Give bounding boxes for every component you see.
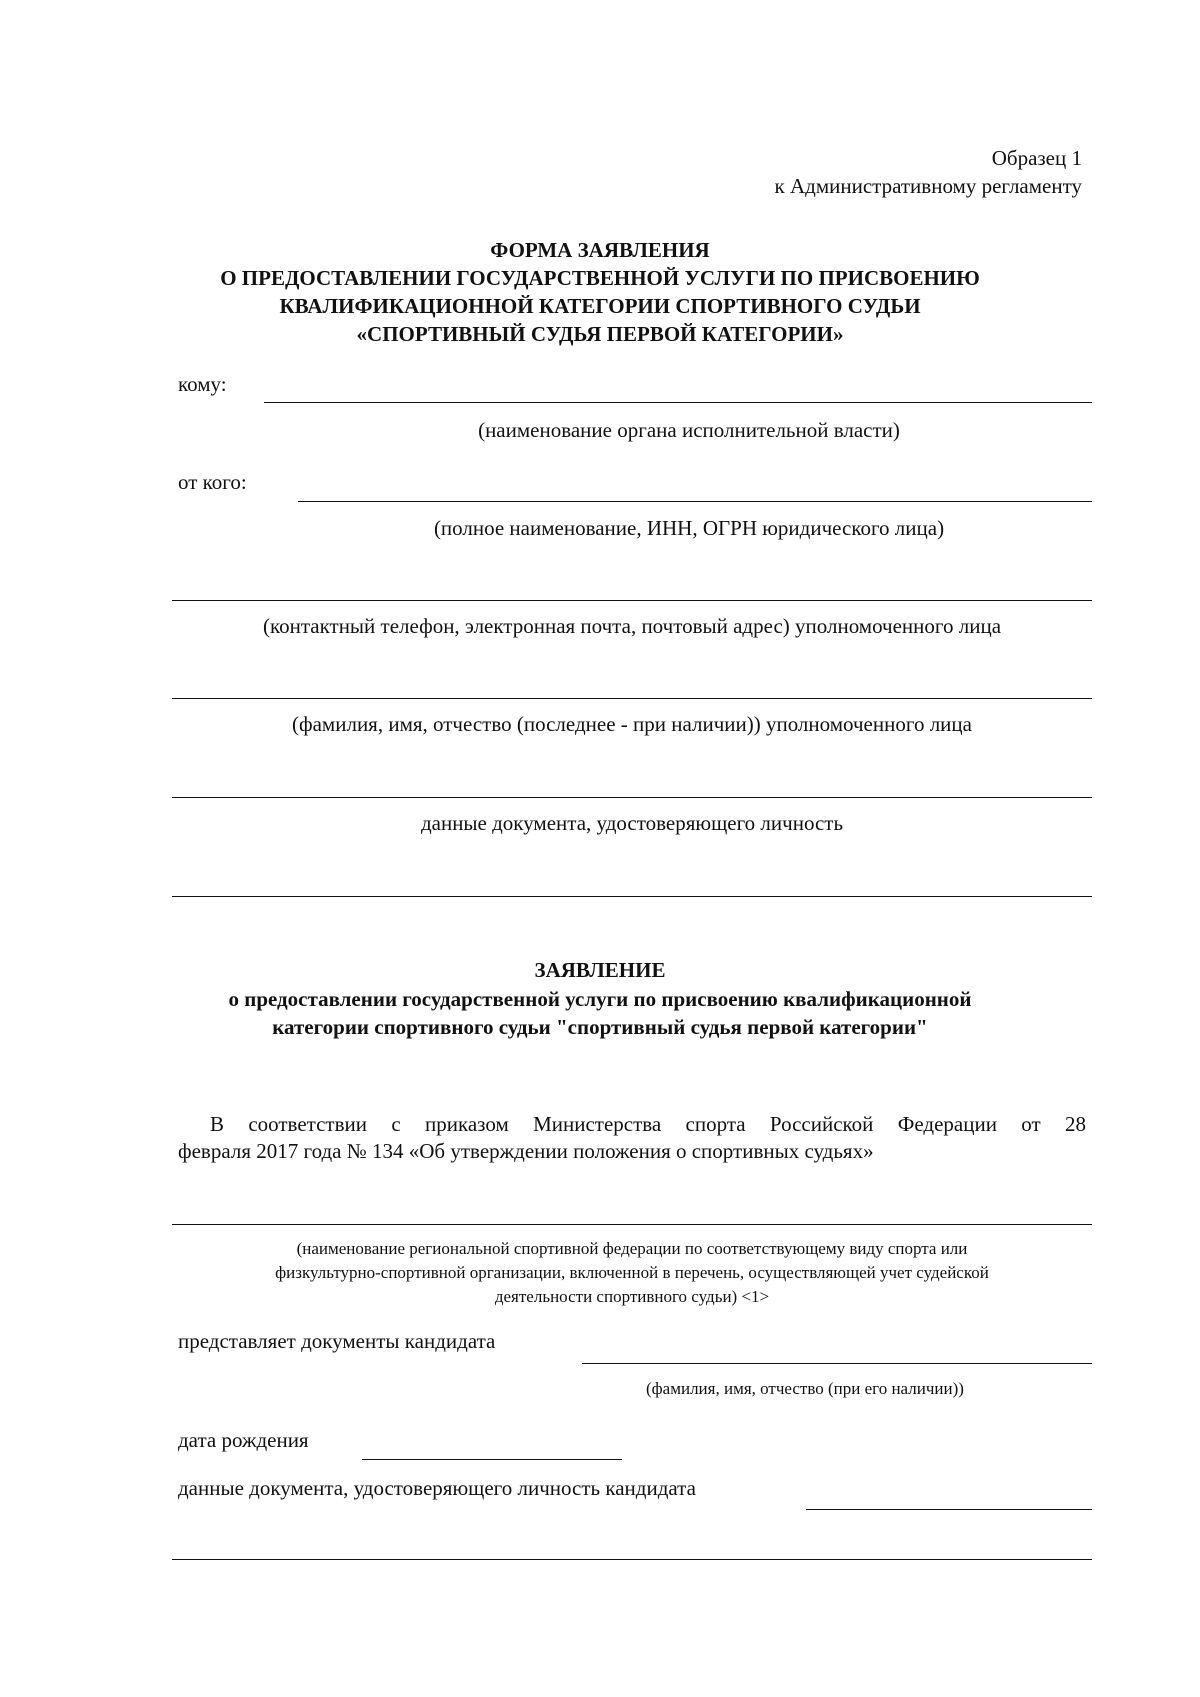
candidate-id-label: данные документа, удостоверяющего личность кандидата bbox=[178, 1476, 696, 1500]
fio-field-line[interactable] bbox=[172, 698, 1092, 699]
id-field-line[interactable] bbox=[172, 797, 1092, 798]
candidate-id-field-line[interactable] bbox=[806, 1509, 1092, 1510]
id-extra-field-line[interactable] bbox=[172, 896, 1092, 897]
candidate-caption: (фамилия, имя, отчество (при его наличии)) bbox=[646, 1379, 964, 1398]
statement-paragraph-line-2: февраля 2017 года № 134 «Об утверждении положения о спортивных судьях» bbox=[178, 1139, 874, 1163]
form-title-line-2: О ПРЕДОСТАВЛЕНИИ ГОСУДАРСТВЕННОЙ УСЛУГИ ПО ПРИСВОЕНИЮ bbox=[220, 266, 980, 290]
birth-date-label: дата рождения bbox=[178, 1428, 309, 1452]
to-field-line[interactable] bbox=[264, 402, 1092, 403]
statement-paragraph-line-1: В соответствии с приказом Министерства спорта Российской Федерации от 28 bbox=[210, 1112, 1086, 1136]
candidate-name-field-line[interactable] bbox=[582, 1363, 1092, 1364]
statement-subtitle-line-1: о предоставлении государственной услуги по присвоению квалификационной bbox=[228, 987, 972, 1011]
from-caption: (полное наименование, ИНН, ОГРН юридического лица) bbox=[433, 516, 945, 540]
to-label: кому: bbox=[178, 372, 227, 396]
from-field-line[interactable] bbox=[298, 501, 1092, 502]
organization-field-line[interactable] bbox=[172, 1224, 1092, 1225]
form-title-line-3: КВАЛИФИКАЦИОННОЙ КАТЕГОРИИ СПОРТИВНОГО СУДЬИ bbox=[279, 294, 921, 318]
sample-number: Образец 1 bbox=[991, 146, 1082, 170]
to-caption: (наименование органа исполнительной власти) bbox=[478, 418, 900, 442]
candidate-label: представляет документы кандидата bbox=[178, 1329, 496, 1353]
birth-date-field-line[interactable] bbox=[362, 1459, 622, 1460]
id-caption: данные документа, удостоверяющего личность bbox=[420, 811, 844, 835]
candidate-id-extra-field-line[interactable] bbox=[172, 1559, 1092, 1560]
organization-caption-line-1: (наименование региональной спортивной федерации по соответствующему виду спорта или bbox=[296, 1239, 968, 1258]
regulation-reference: к Административному регламенту bbox=[774, 174, 1082, 198]
contact-field-line[interactable] bbox=[172, 600, 1092, 601]
organization-caption-line-3: деятельности спортивного судьи) <1> bbox=[494, 1287, 770, 1306]
organization-caption-line-2: физкультурно-спортивной организации, включенной в перечень, осуществляющей учет судейской bbox=[275, 1263, 989, 1282]
from-label: от кого: bbox=[178, 470, 247, 494]
form-title-line-4: «СПОРТИВНЫЙ СУДЬЯ ПЕРВОЙ КАТЕГОРИИ» bbox=[356, 322, 844, 346]
form-title-line-1: ФОРМА ЗАЯВЛЕНИЯ bbox=[490, 238, 710, 262]
statement-heading: ЗАЯВЛЕНИЕ bbox=[534, 958, 666, 982]
fio-caption: (фамилия, имя, отчество (последнее - при наличии)) уполномоченного лица bbox=[292, 712, 972, 736]
statement-subtitle-line-2: категории спортивного судьи "спортивный судья первой категории" bbox=[272, 1015, 928, 1039]
contact-caption: (контактный телефон, электронная почта, почтовый адрес) уполномоченного лица bbox=[262, 614, 1002, 638]
